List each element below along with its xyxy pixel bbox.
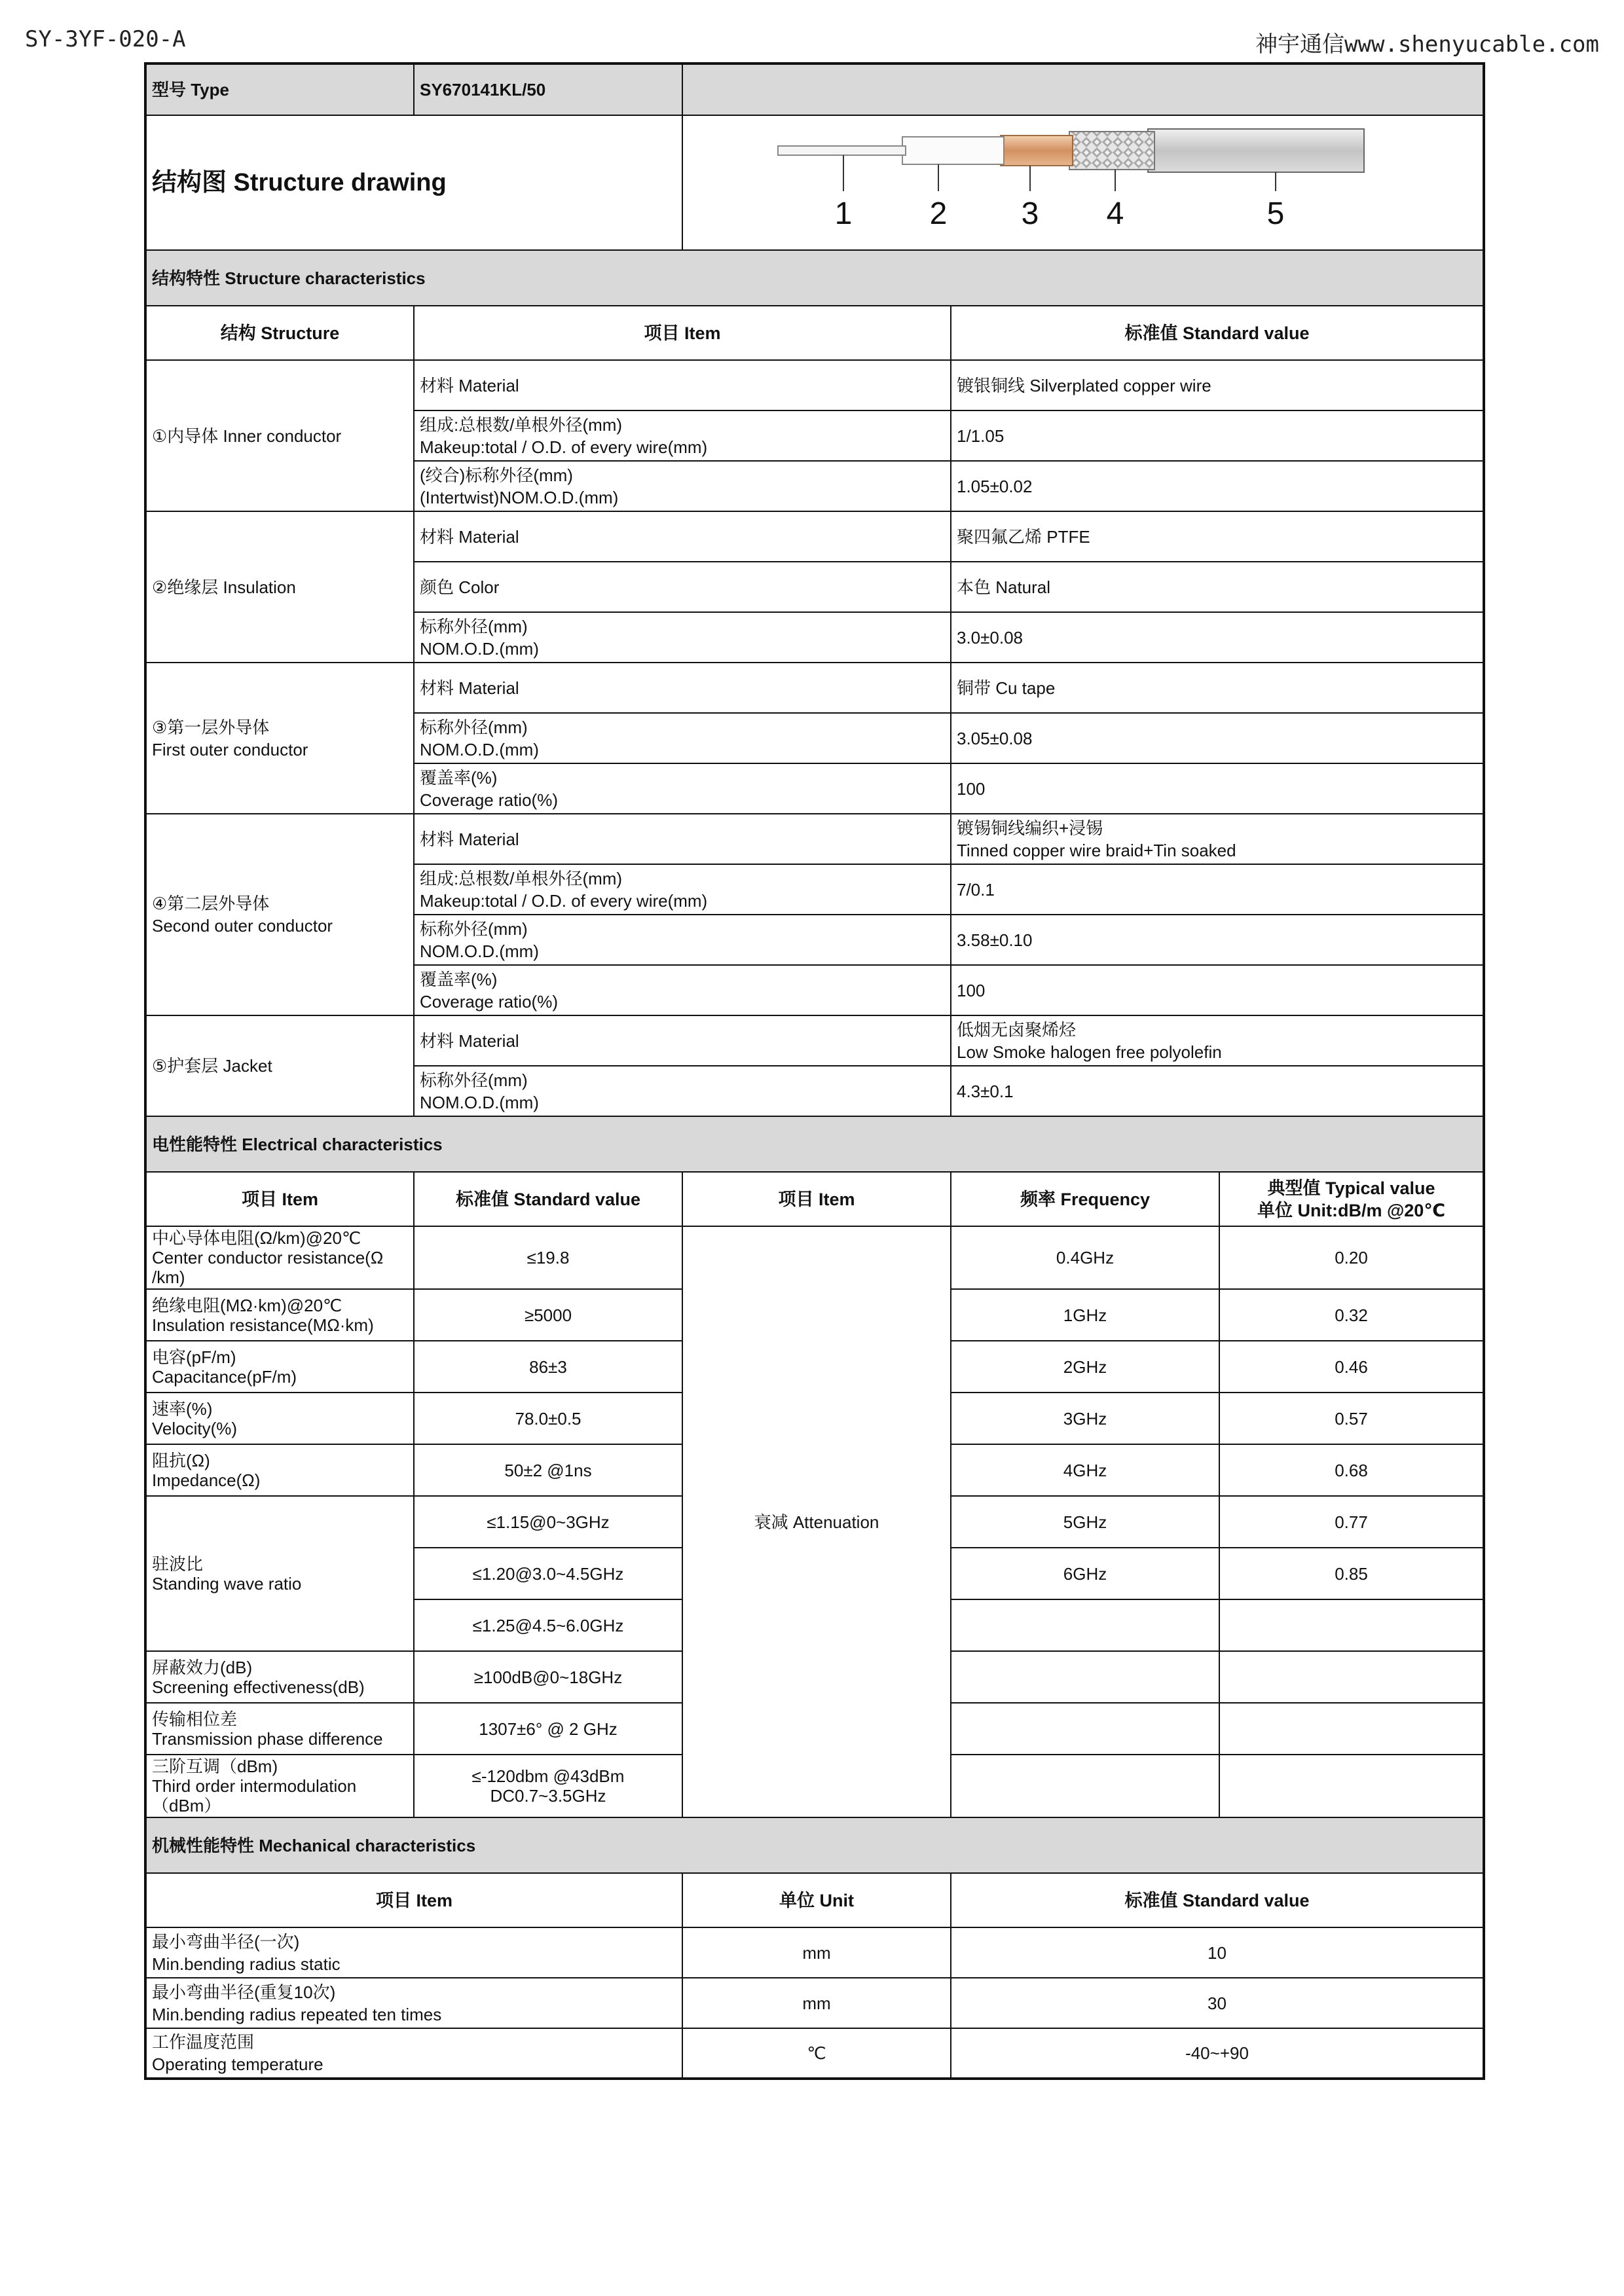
typical-value-cell xyxy=(1219,1755,1484,1817)
text-line: 最小弯曲半径(一次) xyxy=(152,1931,300,1952)
structure-value xyxy=(951,360,1484,410)
structure-value xyxy=(951,410,1484,461)
text-line: 材料 Material xyxy=(420,678,519,698)
frequency-cell: 2GHz xyxy=(951,1341,1219,1393)
text-line: 1.05±0.02 xyxy=(957,476,1033,496)
text-line: 阻抗(Ω) xyxy=(152,1450,210,1470)
text-line: 组成:总根数/单根外径(mm) xyxy=(420,868,623,888)
text-line: 覆盖率(%) xyxy=(420,767,498,788)
electrical-row xyxy=(145,1226,1484,1289)
mechanical-row xyxy=(145,2028,1484,2079)
cable-diagram-svg xyxy=(683,116,1484,244)
text-line: NOM.O.D.(mm) xyxy=(420,941,539,961)
typical-value-cell: 0.46 xyxy=(1219,1341,1484,1393)
jacket-layer xyxy=(1148,129,1364,172)
text-line: 中心导体电阻(Ω/km)@20℃ xyxy=(152,1228,361,1248)
structure-group-name xyxy=(145,1015,414,1116)
structure-group-name xyxy=(145,814,414,1015)
mechanical-row xyxy=(145,1978,1484,2028)
structure-item xyxy=(414,461,951,511)
text-line: Makeup:total / O.D. of every wire(mm) xyxy=(420,890,708,911)
mechanical-item xyxy=(145,1927,682,1978)
text-line: 最小弯曲半径(重复10次) xyxy=(152,1982,336,2002)
text-line: Operating temperature xyxy=(152,2054,323,2074)
mechanical-unit: ℃ xyxy=(682,2028,951,2079)
electrical-header-item2: 项目 Item xyxy=(682,1172,951,1226)
text-line: 100 xyxy=(957,778,986,799)
text-line: 三阶互调（dBm) xyxy=(152,1757,278,1776)
electrical-param-name xyxy=(145,1496,414,1651)
structure-row xyxy=(145,360,1484,410)
text-line: 组成:总根数/单根外径(mm) xyxy=(420,414,623,435)
electrical-param-value: 50±2 @1ns xyxy=(414,1444,682,1496)
typical-value-cell: 0.68 xyxy=(1219,1444,1484,1496)
braid-layer xyxy=(1069,132,1154,170)
model-value: SY670141KL/50 xyxy=(414,64,682,115)
text-line: 标称外径(mm) xyxy=(420,1070,528,1090)
text-line: 3.05±0.08 xyxy=(957,728,1033,748)
company-website: 神宇通信www.shenyucable.com xyxy=(1255,31,1599,58)
text-line: 驻波比 xyxy=(152,1554,204,1574)
mechanical-item xyxy=(145,1978,682,2028)
insulation-layer xyxy=(902,137,1004,164)
electrical-param-value: ≤19.8 xyxy=(414,1226,682,1289)
text-line: ④第二层外导体 xyxy=(152,894,270,913)
frequency-cell: 1GHz xyxy=(951,1289,1219,1341)
electrical-param-name xyxy=(145,1393,414,1444)
text-line: 1/1.05 xyxy=(957,426,1005,446)
electrical-param-name xyxy=(145,1755,414,1817)
callout-4: 4 xyxy=(1106,196,1124,231)
structure-value xyxy=(951,1015,1484,1066)
typical-value-cell: 0.85 xyxy=(1219,1548,1484,1599)
frequency-cell xyxy=(951,1755,1219,1817)
text-line: NOM.O.D.(mm) xyxy=(420,739,539,759)
spec-sheet-body xyxy=(145,64,1484,2079)
typical-value-cell: 0.32 xyxy=(1219,1289,1484,1341)
text-line: 材料 Material xyxy=(420,1030,519,1051)
electrical-param-value: ≤1.20@3.0~4.5GHz xyxy=(414,1548,682,1599)
drawing-label: 结构图 Structure drawing xyxy=(145,115,682,250)
structure-row xyxy=(145,814,1484,864)
text-line: Standing wave ratio xyxy=(152,1573,302,1594)
structure-row xyxy=(145,663,1484,713)
text-line: Screening effectiveness(dB) xyxy=(152,1677,365,1697)
text-line: Capacitance(pF/m) xyxy=(152,1366,297,1387)
text-line: 标称外径(mm) xyxy=(420,717,528,737)
text-line: ≤-120dbm @43dBm xyxy=(471,1766,625,1786)
structure-item xyxy=(414,864,951,915)
typical-value-cell xyxy=(1219,1703,1484,1755)
document-code: SY-3YF-020-A xyxy=(25,26,186,52)
text-line: Coverage ratio(%) xyxy=(420,790,558,810)
structure-item xyxy=(414,814,951,864)
electrical-param-value: ≤1.15@0~3GHz xyxy=(414,1496,682,1548)
text-line: 聚四氟乙烯 PTFE xyxy=(957,526,1090,547)
text-line: Impedance(Ω) xyxy=(152,1470,261,1490)
structure-section-title: 结构特性 Structure characteristics xyxy=(145,250,1484,306)
structure-group-name xyxy=(145,663,414,814)
text-line: 标称外径(mm) xyxy=(420,616,528,636)
text-line: /km) xyxy=(152,1267,185,1287)
structure-value xyxy=(951,663,1484,713)
text-line: Third order intermodulation xyxy=(152,1776,357,1796)
text-line: 单位 Unit:dB/m @20℃ xyxy=(1257,1200,1446,1220)
frequency-cell: 0.4GHz xyxy=(951,1226,1219,1289)
text-line: ①内导体 Inner conductor xyxy=(152,426,342,446)
copper-tape-layer xyxy=(1001,136,1073,166)
text-line: 材料 Material xyxy=(420,526,519,547)
frequency-cell: 3GHz xyxy=(951,1393,1219,1444)
electrical-param-value: ≥100dB@0~18GHz xyxy=(414,1651,682,1703)
structure-item xyxy=(414,612,951,663)
structure-value xyxy=(951,814,1484,864)
attenuation-label: 衰减 Attenuation xyxy=(682,1226,951,1817)
text-line: 工作温度范围 xyxy=(152,2032,255,2052)
structure-header-item: 项目 Item xyxy=(414,306,951,360)
text-line: 本色 Natural xyxy=(957,577,1051,597)
structure-row xyxy=(145,511,1484,562)
structure-item xyxy=(414,562,951,612)
electrical-header-value: 标准值 Standard value xyxy=(414,1172,682,1226)
text-line: Min.bending radius static xyxy=(152,1954,341,1974)
text-line: Makeup:total / O.D. of every wire(mm) xyxy=(420,437,708,457)
text-line: Insulation resistance(MΩ·km) xyxy=(152,1315,374,1335)
structure-item xyxy=(414,713,951,763)
frequency-cell xyxy=(951,1651,1219,1703)
mechanical-unit: mm xyxy=(682,1978,951,2028)
structure-value xyxy=(951,461,1484,511)
mechanical-header-unit: 单位 Unit xyxy=(682,1873,951,1927)
electrical-param-value: 86±3 xyxy=(414,1341,682,1393)
text-line: NOM.O.D.(mm) xyxy=(420,638,539,659)
electrical-param-name xyxy=(145,1289,414,1341)
structure-item xyxy=(414,410,951,461)
structure-header-value: 标准值 Standard value xyxy=(951,306,1484,360)
structure-value xyxy=(951,612,1484,663)
typical-value-cell: 0.20 xyxy=(1219,1226,1484,1289)
structure-item xyxy=(414,763,951,814)
structure-value xyxy=(951,763,1484,814)
electrical-header-typical xyxy=(1219,1172,1484,1226)
text-line: DC0.7~3.5GHz xyxy=(490,1786,606,1806)
spec-sheet-table xyxy=(144,62,1485,2080)
text-line: 典型值 Typical value xyxy=(1267,1178,1435,1198)
text-line: 4.3±0.1 xyxy=(957,1081,1014,1101)
text-line: ②绝缘层 Insulation xyxy=(152,577,296,597)
electrical-param-name xyxy=(145,1651,414,1703)
frequency-cell: 5GHz xyxy=(951,1496,1219,1548)
structure-value xyxy=(951,562,1484,612)
model-label: 型号 Type xyxy=(145,64,414,115)
text-line: 绝缘电阻(MΩ·km)@20℃ xyxy=(152,1295,342,1315)
electrical-section-title: 电性能特性 Electrical characteristics xyxy=(145,1116,1484,1172)
electrical-param-value: 78.0±0.5 xyxy=(414,1393,682,1444)
text-line: 3.0±0.08 xyxy=(957,627,1024,647)
typical-value-cell xyxy=(1219,1599,1484,1651)
text-line: 100 xyxy=(957,980,986,1000)
electrical-header-frequency: 频率 Frequency xyxy=(951,1172,1219,1226)
mechanical-value: 30 xyxy=(951,1978,1484,2028)
mechanical-value: -40~+90 xyxy=(951,2028,1484,2079)
structure-item xyxy=(414,1066,951,1116)
text-line: 低烟无卤聚烯烃 xyxy=(957,1019,1077,1040)
text-line: 铜带 Cu tape xyxy=(957,678,1056,698)
text-line: Center conductor resistance(Ω xyxy=(152,1248,384,1267)
structure-value xyxy=(951,915,1484,965)
electrical-header-item: 项目 Item xyxy=(145,1172,414,1226)
electrical-param-value: 1307±6° @ 2 GHz xyxy=(414,1703,682,1755)
text-line: 材料 Material xyxy=(420,829,519,849)
structure-group-name xyxy=(145,360,414,511)
text-line: 电容(pF/m) xyxy=(152,1347,236,1367)
text-line: ③第一层外导体 xyxy=(152,717,270,737)
text-line: NOM.O.D.(mm) xyxy=(420,1092,539,1112)
electrical-param-name xyxy=(145,1444,414,1496)
structure-row xyxy=(145,1015,1484,1066)
structure-item xyxy=(414,915,951,965)
text-line: First outer conductor xyxy=(152,739,308,759)
frequency-cell: 6GHz xyxy=(951,1548,1219,1599)
text-line: 镀锡铜线编织+浸锡 xyxy=(957,818,1103,838)
inner-conductor xyxy=(778,146,906,155)
text-line: （dBm） xyxy=(152,1796,221,1815)
text-line: 覆盖率(%) xyxy=(420,969,498,989)
text-line: 传输相位差 xyxy=(152,1709,238,1729)
structure-item xyxy=(414,360,951,410)
text-line: Second outer conductor xyxy=(152,916,333,936)
structure-item xyxy=(414,965,951,1015)
text-line: 7/0.1 xyxy=(957,879,995,900)
structure-value xyxy=(951,1066,1484,1116)
typical-value-cell: 0.77 xyxy=(1219,1496,1484,1548)
mechanical-header-item: 项目 Item xyxy=(145,1873,682,1927)
structure-item xyxy=(414,1015,951,1066)
text-line: ⑤护套层 Jacket xyxy=(152,1056,272,1076)
structure-value xyxy=(951,713,1484,763)
structure-value xyxy=(951,864,1484,915)
text-line: Tinned copper wire braid+Tin soaked xyxy=(957,840,1236,860)
text-line: Velocity(%) xyxy=(152,1418,238,1438)
mechanical-section-title: 机械性能特性 Mechanical characteristics xyxy=(145,1817,1484,1873)
text-line: Min.bending radius repeated ten times xyxy=(152,2004,442,2024)
typical-value-cell: 0.57 xyxy=(1219,1393,1484,1444)
frequency-cell: 4GHz xyxy=(951,1444,1219,1496)
frequency-cell xyxy=(951,1703,1219,1755)
structure-drawing xyxy=(682,115,1484,250)
text-line: 3.58±0.10 xyxy=(957,930,1033,950)
typical-value-cell xyxy=(1219,1651,1484,1703)
callout-5: 5 xyxy=(1266,196,1285,231)
frequency-cell xyxy=(951,1599,1219,1651)
text-line: 材料 Material xyxy=(420,375,519,395)
electrical-param-name xyxy=(145,1341,414,1393)
electrical-param-value xyxy=(414,1755,682,1817)
mechanical-unit: mm xyxy=(682,1927,951,1978)
text-line: (Intertwist)NOM.O.D.(mm) xyxy=(420,487,619,507)
text-line: 屏蔽效力(dB) xyxy=(152,1657,253,1677)
structure-value xyxy=(951,965,1484,1015)
callout-3: 3 xyxy=(1021,196,1039,231)
structure-value xyxy=(951,511,1484,562)
mechanical-value: 10 xyxy=(951,1927,1484,1978)
electrical-param-name xyxy=(145,1226,414,1289)
text-line: 标称外径(mm) xyxy=(420,919,528,939)
structure-group-name xyxy=(145,511,414,663)
text-line: (绞合)标称外径(mm) xyxy=(420,465,573,485)
structure-header-structure: 结构 Structure xyxy=(145,306,414,360)
mechanical-item xyxy=(145,2028,682,2079)
mechanical-row xyxy=(145,1927,1484,1978)
callout-1: 1 xyxy=(834,196,853,231)
electrical-param-name xyxy=(145,1703,414,1755)
mechanical-header-value: 标准值 Standard value xyxy=(951,1873,1484,1927)
text-line: 速率(%) xyxy=(152,1398,213,1419)
electrical-param-value: ≤1.25@4.5~6.0GHz xyxy=(414,1599,682,1651)
electrical-param-value: ≥5000 xyxy=(414,1289,682,1341)
text-line: Transmission phase difference xyxy=(152,1728,383,1749)
text-line: Low Smoke halogen free polyolefin xyxy=(957,1042,1222,1062)
structure-item xyxy=(414,663,951,713)
text-line: 镀银铜线 Silverplated copper wire xyxy=(957,375,1211,395)
model-blank xyxy=(682,64,1484,115)
text-line: 颜色 Color xyxy=(420,577,500,597)
text-line: Coverage ratio(%) xyxy=(420,991,558,1011)
structure-item xyxy=(414,511,951,562)
callout-2: 2 xyxy=(929,196,948,231)
